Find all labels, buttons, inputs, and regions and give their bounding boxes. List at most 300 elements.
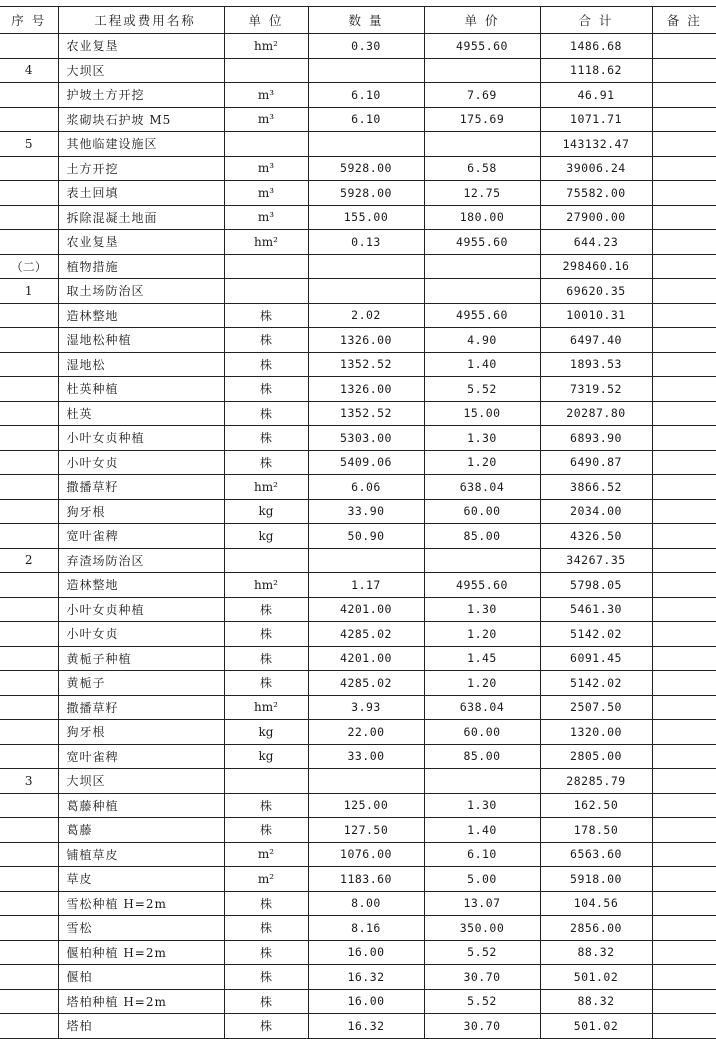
cell-seq <box>0 818 58 843</box>
cell-unit: 株 <box>224 622 308 647</box>
cell-name: 弃渣场防治区 <box>58 548 224 573</box>
cell-note <box>652 156 716 181</box>
cell-total: 6490.87 <box>540 450 652 475</box>
cell-qty: 3.93 <box>308 695 424 720</box>
cell-note <box>652 34 716 59</box>
table-row <box>0 205 716 230</box>
cell-name: 塔柏 <box>58 1014 224 1039</box>
table-row <box>0 107 716 132</box>
cell-total: 5142.02 <box>540 671 652 696</box>
table-row <box>0 377 716 402</box>
cell-name: 宽叶雀稗 <box>58 524 224 549</box>
cell-note <box>652 254 716 279</box>
cell-name: 植物措施 <box>58 254 224 279</box>
cell-seq <box>0 83 58 108</box>
cell-qty: 33.90 <box>308 499 424 524</box>
cell-unit: 株 <box>224 401 308 426</box>
cell-name: 撒播草籽 <box>58 475 224 500</box>
cell-qty: 16.00 <box>308 940 424 965</box>
cell-seq <box>0 720 58 745</box>
cell-seq <box>0 230 58 255</box>
cell-total: 501.02 <box>540 1014 652 1039</box>
table-row <box>0 475 716 500</box>
cell-name: 葛藤 <box>58 818 224 843</box>
cell-name: 狗牙根 <box>58 720 224 745</box>
cell-qty: 4285.02 <box>308 671 424 696</box>
cell-total: 178.50 <box>540 818 652 843</box>
cell-seq <box>0 744 58 769</box>
cell-total: 2805.00 <box>540 744 652 769</box>
cell-price <box>424 548 540 573</box>
cell-note <box>652 867 716 892</box>
cell-name: 湿地松 <box>58 352 224 377</box>
cell-unit: hm² <box>224 230 308 255</box>
cell-price: 60.00 <box>424 499 540 524</box>
cell-seq <box>0 426 58 451</box>
cell-seq <box>0 695 58 720</box>
cell-seq <box>0 671 58 696</box>
cell-price <box>424 132 540 157</box>
cell-unit: kg <box>224 744 308 769</box>
cell-seq: 5 <box>0 132 58 157</box>
cell-name: 杜英 <box>58 401 224 426</box>
cell-seq <box>0 352 58 377</box>
cell-note <box>652 426 716 451</box>
cell-note <box>652 818 716 843</box>
table-row <box>0 499 716 524</box>
cell-qty: 50.90 <box>308 524 424 549</box>
cell-note <box>652 720 716 745</box>
cell-seq <box>0 328 58 353</box>
cell-name: 土方开挖 <box>58 156 224 181</box>
cell-seq <box>0 156 58 181</box>
cell-unit: 株 <box>224 793 308 818</box>
cell-unit: 株 <box>224 989 308 1014</box>
cell-seq <box>0 842 58 867</box>
cell-note <box>652 205 716 230</box>
cell-price: 1.20 <box>424 671 540 696</box>
cell-qty: 127.50 <box>308 818 424 843</box>
cell-note <box>652 940 716 965</box>
cell-price: 175.69 <box>424 107 540 132</box>
cell-price: 1.20 <box>424 450 540 475</box>
cell-note <box>652 328 716 353</box>
cell-note <box>652 989 716 1014</box>
cell-total: 69620.35 <box>540 279 652 304</box>
cell-total: 501.02 <box>540 965 652 990</box>
cell-note <box>652 793 716 818</box>
cell-unit: m² <box>224 842 308 867</box>
cell-seq <box>0 107 58 132</box>
cell-qty: 5409.06 <box>308 450 424 475</box>
cell-unit: 株 <box>224 891 308 916</box>
cell-seq <box>0 499 58 524</box>
cell-unit: 株 <box>224 965 308 990</box>
cell-seq <box>0 573 58 598</box>
cell-price: 30.70 <box>424 1014 540 1039</box>
cell-unit: 株 <box>224 377 308 402</box>
table-row <box>0 573 716 598</box>
cell-note <box>652 303 716 328</box>
cell-note <box>652 107 716 132</box>
cell-price: 7.69 <box>424 83 540 108</box>
header-note: 备 注 <box>652 7 716 34</box>
cell-total: 143132.47 <box>540 132 652 157</box>
cell-unit: m² <box>224 867 308 892</box>
cell-price: 5.52 <box>424 989 540 1014</box>
header-total: 合 计 <box>540 7 652 34</box>
table-row <box>0 328 716 353</box>
cell-price: 13.07 <box>424 891 540 916</box>
cell-total: 644.23 <box>540 230 652 255</box>
cell-note <box>652 132 716 157</box>
cell-price: 180.00 <box>424 205 540 230</box>
cell-name: 农业复垦 <box>58 230 224 255</box>
cell-name: 铺植草皮 <box>58 842 224 867</box>
cell-note <box>652 1014 716 1039</box>
cell-qty: 1326.00 <box>308 328 424 353</box>
cell-total: 2856.00 <box>540 916 652 941</box>
cell-price: 350.00 <box>424 916 540 941</box>
cell-note <box>652 450 716 475</box>
cell-unit: hm² <box>224 475 308 500</box>
cell-note <box>652 499 716 524</box>
cell-qty: 8.00 <box>308 891 424 916</box>
cell-name: 宽叶雀稗 <box>58 744 224 769</box>
table-row <box>0 671 716 696</box>
cell-price <box>424 254 540 279</box>
cell-total: 88.32 <box>540 989 652 1014</box>
header-price: 单 价 <box>424 7 540 34</box>
cell-name: 大坝区 <box>58 769 224 794</box>
cell-unit: 株 <box>224 646 308 671</box>
cell-seq <box>0 377 58 402</box>
cell-unit: hm² <box>224 695 308 720</box>
cell-price <box>424 279 540 304</box>
cell-total: 88.32 <box>540 940 652 965</box>
cell-qty: 4201.00 <box>308 597 424 622</box>
cell-note <box>652 622 716 647</box>
cell-note <box>652 548 716 573</box>
cell-total: 39006.24 <box>540 156 652 181</box>
cell-note <box>652 573 716 598</box>
cell-seq <box>0 965 58 990</box>
cell-price: 85.00 <box>424 524 540 549</box>
cell-note <box>652 181 716 206</box>
cell-name: 雪松 <box>58 916 224 941</box>
cell-unit: 株 <box>224 597 308 622</box>
cell-price: 15.00 <box>424 401 540 426</box>
cell-unit: kg <box>224 499 308 524</box>
cell-unit: m³ <box>224 156 308 181</box>
header-seq: 序 号 <box>0 7 58 34</box>
cell-qty: 4285.02 <box>308 622 424 647</box>
cell-note <box>652 842 716 867</box>
cell-unit: 株 <box>224 916 308 941</box>
cell-seq: 1 <box>0 279 58 304</box>
cell-name: 小叶女贞种植 <box>58 597 224 622</box>
cell-price: 4.90 <box>424 328 540 353</box>
table-row <box>0 132 716 157</box>
cell-unit: hm² <box>224 34 308 59</box>
cell-total: 2034.00 <box>540 499 652 524</box>
table-row <box>0 818 716 843</box>
table-row <box>0 622 716 647</box>
cell-price: 1.20 <box>424 622 540 647</box>
cell-note <box>652 377 716 402</box>
cell-seq <box>0 646 58 671</box>
cell-unit: 株 <box>224 303 308 328</box>
cell-name: 护坡土方开挖 <box>58 83 224 108</box>
table-row <box>0 548 716 573</box>
cell-qty: 1076.00 <box>308 842 424 867</box>
cell-unit: kg <box>224 524 308 549</box>
cell-name: 杜英种植 <box>58 377 224 402</box>
cell-name: 小叶女贞种植 <box>58 426 224 451</box>
cell-note <box>652 279 716 304</box>
cell-seq <box>0 205 58 230</box>
table-row <box>0 1014 716 1039</box>
cell-qty: 2.02 <box>308 303 424 328</box>
cell-seq <box>0 34 58 59</box>
cell-qty: 0.13 <box>308 230 424 255</box>
cell-name: 狗牙根 <box>58 499 224 524</box>
cell-price: 5.00 <box>424 867 540 892</box>
cell-total: 1071.71 <box>540 107 652 132</box>
cell-price: 6.58 <box>424 156 540 181</box>
cell-name: 塔柏种植 H=2m <box>58 989 224 1014</box>
cell-seq <box>0 181 58 206</box>
cell-total: 1486.68 <box>540 34 652 59</box>
cell-qty: 1352.52 <box>308 352 424 377</box>
cell-name: 造林整地 <box>58 303 224 328</box>
cell-total: 28285.79 <box>540 769 652 794</box>
cell-qty: 6.06 <box>308 475 424 500</box>
table-row <box>0 867 716 892</box>
cell-price: 1.45 <box>424 646 540 671</box>
cell-unit: 株 <box>224 426 308 451</box>
cell-price: 1.30 <box>424 793 540 818</box>
cell-qty: 16.00 <box>308 989 424 1014</box>
cell-unit: kg <box>224 720 308 745</box>
cell-seq <box>0 989 58 1014</box>
table-row <box>0 303 716 328</box>
table-row <box>0 940 716 965</box>
cell-price <box>424 769 540 794</box>
cell-seq: （二） <box>0 254 58 279</box>
header-name: 工程或费用名称 <box>58 7 224 34</box>
cell-qty: 16.32 <box>308 965 424 990</box>
cell-seq <box>0 450 58 475</box>
cell-unit: 株 <box>224 818 308 843</box>
cell-seq: 2 <box>0 548 58 573</box>
cell-note <box>652 646 716 671</box>
table-header-row <box>0 7 716 34</box>
cell-note <box>652 744 716 769</box>
cell-qty <box>308 548 424 573</box>
cell-unit: 株 <box>224 671 308 696</box>
table-row <box>0 450 716 475</box>
cell-price: 4955.60 <box>424 34 540 59</box>
table-row <box>0 156 716 181</box>
cell-seq <box>0 1014 58 1039</box>
cell-name: 表土回填 <box>58 181 224 206</box>
cell-total: 5461.30 <box>540 597 652 622</box>
cell-price: 5.52 <box>424 940 540 965</box>
cell-note <box>652 916 716 941</box>
cell-price: 638.04 <box>424 695 540 720</box>
cell-seq <box>0 940 58 965</box>
cell-price: 4955.60 <box>424 303 540 328</box>
cell-unit: m³ <box>224 181 308 206</box>
cell-unit: 株 <box>224 450 308 475</box>
cell-note <box>652 695 716 720</box>
cell-price: 1.40 <box>424 352 540 377</box>
cell-price: 85.00 <box>424 744 540 769</box>
table-row <box>0 426 716 451</box>
table-row <box>0 916 716 941</box>
table-row <box>0 646 716 671</box>
cell-price: 1.30 <box>424 597 540 622</box>
cell-qty: 1326.00 <box>308 377 424 402</box>
cell-total: 1893.53 <box>540 352 652 377</box>
cell-seq <box>0 867 58 892</box>
cell-total: 5798.05 <box>540 573 652 598</box>
cell-qty: 16.32 <box>308 1014 424 1039</box>
cell-price: 4955.60 <box>424 230 540 255</box>
table-row <box>0 254 716 279</box>
table-row <box>0 230 716 255</box>
cell-qty: 4201.00 <box>308 646 424 671</box>
cell-total: 298460.16 <box>540 254 652 279</box>
cell-qty <box>308 58 424 83</box>
cell-qty: 1183.60 <box>308 867 424 892</box>
cell-total: 6893.90 <box>540 426 652 451</box>
cell-unit <box>224 254 308 279</box>
cell-unit <box>224 132 308 157</box>
cell-total: 104.56 <box>540 891 652 916</box>
table-row <box>0 401 716 426</box>
cell-qty <box>308 132 424 157</box>
cell-price <box>424 58 540 83</box>
cell-qty: 1352.52 <box>308 401 424 426</box>
table-row <box>0 279 716 304</box>
header-qty: 数 量 <box>308 7 424 34</box>
cell-seq <box>0 891 58 916</box>
cell-price: 4955.60 <box>424 573 540 598</box>
cell-name: 雪松种植 H=2m <box>58 891 224 916</box>
cell-seq <box>0 475 58 500</box>
cell-total: 2507.50 <box>540 695 652 720</box>
table-row <box>0 965 716 990</box>
cell-unit <box>224 58 308 83</box>
cell-name: 撒播草籽 <box>58 695 224 720</box>
cell-unit: 株 <box>224 352 308 377</box>
cell-unit: m³ <box>224 205 308 230</box>
cell-name: 浆砌块石护坡 M5 <box>58 107 224 132</box>
cell-total: 20287.80 <box>540 401 652 426</box>
cell-note <box>652 597 716 622</box>
cell-qty <box>308 279 424 304</box>
cell-seq <box>0 303 58 328</box>
table-row <box>0 524 716 549</box>
cell-total: 34267.35 <box>540 548 652 573</box>
cell-name: 湿地松种植 <box>58 328 224 353</box>
cell-total: 1320.00 <box>540 720 652 745</box>
cell-price: 12.75 <box>424 181 540 206</box>
cell-seq <box>0 524 58 549</box>
table-row <box>0 83 716 108</box>
cell-total: 162.50 <box>540 793 652 818</box>
cell-name: 小叶女贞 <box>58 622 224 647</box>
cost-estimate-table <box>0 6 716 1039</box>
cell-name: 大坝区 <box>58 58 224 83</box>
table-row <box>0 842 716 867</box>
cell-qty: 1.17 <box>308 573 424 598</box>
table-body <box>0 34 716 1039</box>
cell-price: 1.30 <box>424 426 540 451</box>
cell-qty <box>308 769 424 794</box>
cell-qty: 8.16 <box>308 916 424 941</box>
cell-seq <box>0 401 58 426</box>
table-row <box>0 34 716 59</box>
cell-note <box>652 401 716 426</box>
cell-seq <box>0 793 58 818</box>
cell-name: 黄栀子种植 <box>58 646 224 671</box>
cell-total: 6497.40 <box>540 328 652 353</box>
cell-price: 30.70 <box>424 965 540 990</box>
cell-qty: 155.00 <box>308 205 424 230</box>
cell-note <box>652 671 716 696</box>
cell-qty: 6.10 <box>308 107 424 132</box>
table-row <box>0 769 716 794</box>
cell-name: 其他临建设施区 <box>58 132 224 157</box>
cell-name: 农业复垦 <box>58 34 224 59</box>
cell-note <box>652 769 716 794</box>
cell-total: 6091.45 <box>540 646 652 671</box>
table-row <box>0 352 716 377</box>
cell-qty: 5928.00 <box>308 181 424 206</box>
cell-seq <box>0 622 58 647</box>
cell-price: 1.40 <box>424 818 540 843</box>
cell-seq <box>0 597 58 622</box>
cell-unit <box>224 548 308 573</box>
cell-qty: 5303.00 <box>308 426 424 451</box>
cell-note <box>652 352 716 377</box>
cell-total: 3866.52 <box>540 475 652 500</box>
cell-price: 60.00 <box>424 720 540 745</box>
table-row <box>0 793 716 818</box>
table-row <box>0 695 716 720</box>
table-row <box>0 58 716 83</box>
table-row <box>0 891 716 916</box>
cell-price: 638.04 <box>424 475 540 500</box>
cell-qty <box>308 254 424 279</box>
cell-qty: 5928.00 <box>308 156 424 181</box>
cell-name: 取土场防治区 <box>58 279 224 304</box>
cell-seq: 3 <box>0 769 58 794</box>
cell-name: 拆除混凝土地面 <box>58 205 224 230</box>
cell-unit: hm² <box>224 573 308 598</box>
cell-qty: 0.30 <box>308 34 424 59</box>
cell-note <box>652 475 716 500</box>
cell-total: 5142.02 <box>540 622 652 647</box>
cell-note <box>652 230 716 255</box>
cell-unit: 株 <box>224 328 308 353</box>
cell-name: 造林整地 <box>58 573 224 598</box>
cell-name: 小叶女贞 <box>58 450 224 475</box>
table-row <box>0 720 716 745</box>
